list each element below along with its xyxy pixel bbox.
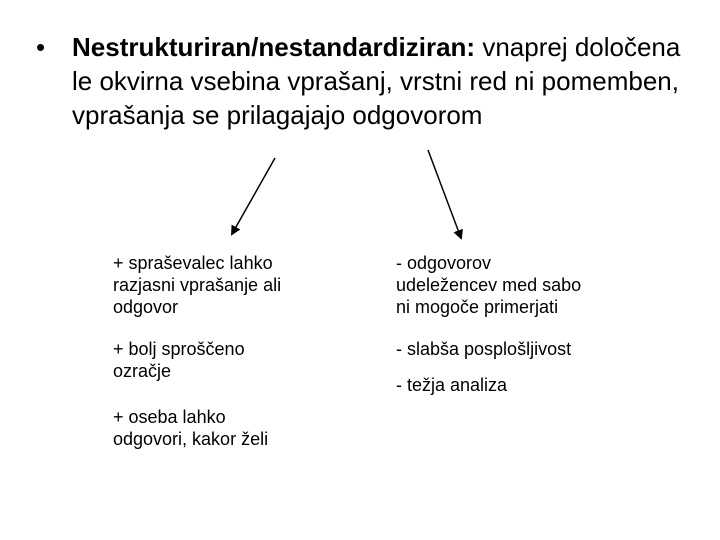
bullet-symbol: • <box>36 32 46 62</box>
bullet-term: Nestrukturiran/nestandardiziran: <box>72 32 476 62</box>
bullet-description: vnaprej določena le okvirna vsebina vprašanj, vrstni red ni pomemben, vprašanja se prilagajajo odgovorom <box>72 32 681 130</box>
arrow-right <box>428 150 461 238</box>
advantages-column <box>113 252 343 450</box>
disadvantage-item: - slabša posplošljivost <box>396 339 572 359</box>
advantage-item: + bolj sproščeno ozračje <box>113 339 245 381</box>
advantage-item: + spraševalec lahko razjasni vprašanje ali odgovor <box>113 253 282 317</box>
disadvantage-item: - težja analiza <box>396 375 508 395</box>
disadvantage-item: - odgovorov udeležencev med sabo ni mogoče primerjati <box>396 253 582 317</box>
disadvantages-column <box>396 252 636 396</box>
arrow-left <box>232 158 275 234</box>
advantage-item: + oseba lahko odgovori, kakor želi <box>113 407 269 449</box>
